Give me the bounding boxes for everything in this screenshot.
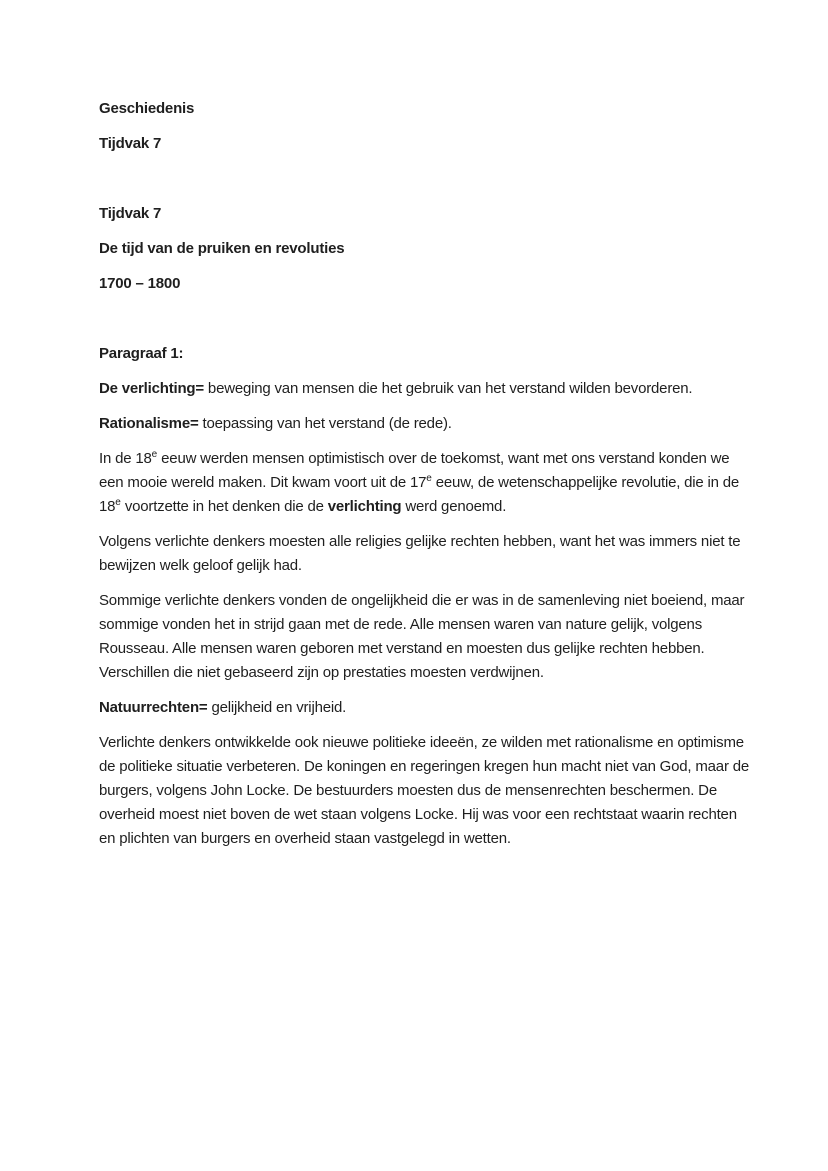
text-run: Verlichte denkers ontwikkelde ook nieuwe politieke ideeën, ze wilden met rationalisme en optimisme de politieke situatie verbeteren. De koningen en regeringen kregen hun macht niet van God, maar de burgers, volgens John Locke. De bestuurders moesten dus de mensenrechten beschermen. De overheid moest niet boven de wet staan volgens Locke. Hij was voor een rechtstaat waarin rechten en plichten van burgers en overheid staan vastgelegd in wetten. — [99, 734, 749, 847]
paragraph — [99, 447, 751, 519]
bold-text-run: Rationalisme= — [99, 415, 199, 432]
text-run: voortzette in het denken die de — [120, 498, 328, 515]
paragraph — [99, 342, 751, 366]
superscript-run: e — [115, 497, 121, 508]
bold-text-run: Paragraaf 1: — [99, 345, 184, 362]
paragraph — [99, 272, 751, 296]
text-run: In de 18 — [99, 450, 152, 467]
text-run: Volgens verlichte denkers moesten alle religies gelijke rechten hebben, want het was immers niet te bewijzen welk geloof gelijk had. — [99, 533, 741, 574]
paragraph — [99, 412, 751, 436]
text-run: beweging van mensen die het gebruik van het verstand wilden bevorderen. — [203, 380, 693, 397]
text-run: gelijkheid en vrijheid. — [207, 699, 347, 716]
bold-text-run: Geschiedenis — [99, 100, 195, 117]
text-run: toepassing van het verstand (de rede). — [198, 415, 452, 432]
bold-text-run: Natuurrechten= — [99, 699, 208, 716]
document-body[interactable] — [99, 97, 751, 862]
paragraph — [99, 530, 751, 578]
bold-text-run: Tijdvak 7 — [99, 135, 162, 152]
paragraph — [99, 237, 751, 261]
empty-paragraph — [99, 307, 751, 331]
text-run: eeuw, de wetenschappelijke revolutie, die in de 18 — [99, 474, 740, 515]
paragraph — [99, 132, 751, 156]
paragraph — [99, 202, 751, 226]
text-run: werd genoemd. — [401, 498, 507, 515]
bold-text-run: Tijdvak 7 — [99, 205, 162, 222]
empty-paragraph — [99, 167, 751, 191]
text-run: eeuw werden mensen optimistisch over de toekomst, want met ons verstand konden we een mooie wereld maken. Dit kwam voort uit de 17 — [99, 450, 730, 491]
bold-text-run: De tijd van de pruiken en revoluties — [99, 240, 345, 257]
paragraph — [99, 377, 751, 401]
bold-text-run: De verlichting= — [99, 380, 204, 397]
superscript-run: e — [426, 473, 432, 484]
paragraph — [99, 731, 751, 851]
paragraph — [99, 696, 751, 720]
bold-text-run: verlichting — [327, 498, 402, 515]
bold-text-run: 1700 – 1800 — [99, 275, 181, 292]
superscript-run: e — [151, 449, 158, 460]
paragraph — [99, 97, 751, 121]
paragraph — [99, 589, 751, 685]
text-run: Sommige verlichte denkers vonden de ongelijkheid die er was in de samenleving niet boeiend, maar sommige vonden het in strijd gaan met de rede. Alle mensen waren van nature gelijk, volgens Rousseau. Alle mensen waren geboren met verstand en moesten dus gelijke rechten hebben. Verschillen die niet gebaseerd zijn op prestaties moesten verdwijnen. — [99, 592, 745, 681]
